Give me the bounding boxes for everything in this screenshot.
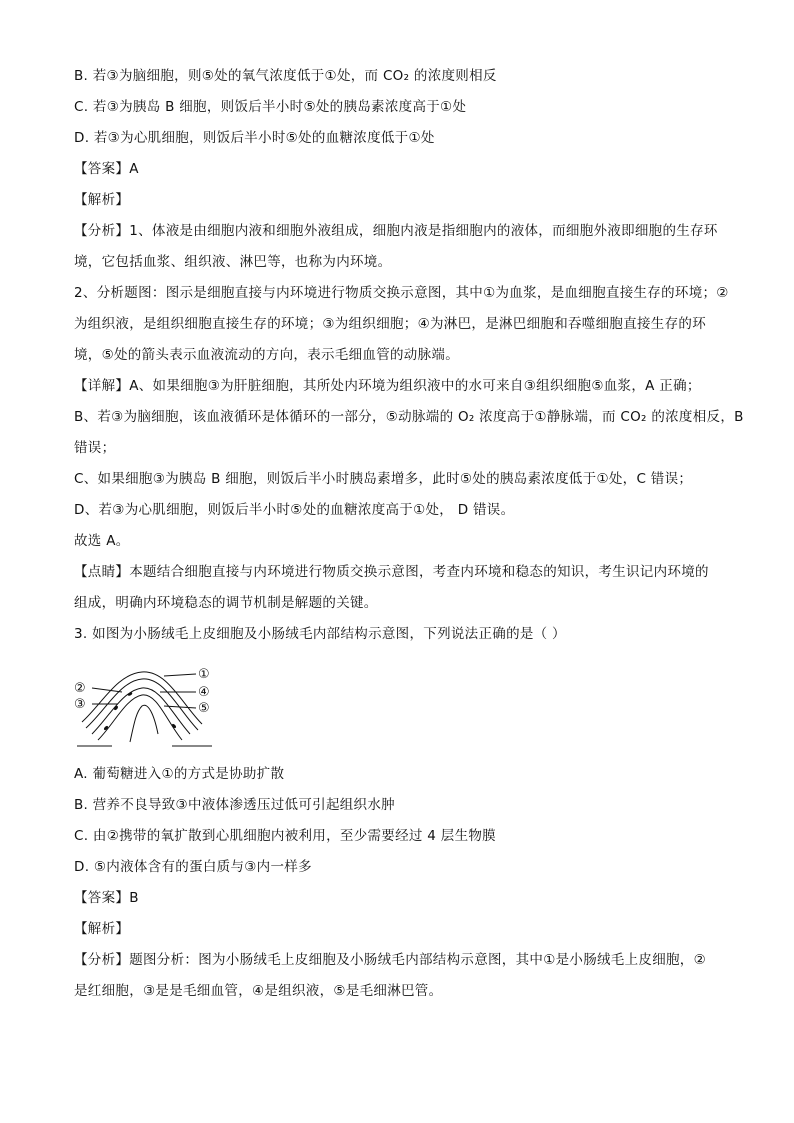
epithelium-outer-line: [82, 672, 202, 724]
q2-option-d: D. 若③为心肌细胞，则饭后半小时⑤处的血糖浓度低于①处: [74, 130, 435, 146]
q2-fenxi-line: 境，⑤处的箭头表示血液流动的方向，表示毛细血管的动脉端。: [74, 347, 460, 363]
q3-fenxi-line: 【分析】题图分析：图为小肠绒毛上皮细胞及小肠绒毛内部结构示意图，其中①是小肠绒毛上皮细胞，②: [74, 952, 707, 968]
q3-option-c: C. 由②携带的氧扩散到心肌细胞内被利用，至少需要经过 4 层生物膜: [74, 828, 496, 844]
leader-line-2: [92, 688, 122, 692]
q2-answer: 【答案】A: [74, 161, 139, 177]
q2-xiangjie-a: 【详解】A、如果细胞③为肝脏细胞，其所处内环境为组织液中的水可来自③组织细胞⑤血浆，A 正确；: [74, 378, 701, 394]
figure-label-5: ⑤: [198, 701, 210, 716]
q2-xiangjie-c: C、如果细胞③为胰岛 B 细胞，则饭后半小时胰岛素增多，此时⑤处的胰岛素浓度低于①处，C 错误；: [74, 471, 693, 487]
figure-label-3: ③: [74, 697, 86, 712]
q3-stem: 3. 如图为小肠绒毛上皮细胞及小肠绒毛内部结构示意图，下列说法正确的是（ ）: [74, 626, 566, 642]
q3-option-b: B. 营养不良导致③中液体渗透压过低可引起组织水肿: [74, 797, 395, 813]
lymph-vessel-line: [130, 705, 158, 742]
q2-dianjing-line: 组成，明确内环境稳态的调节机制是解题的关键。: [74, 595, 378, 611]
capillary-inner-line: [98, 695, 182, 740]
q2-fenxi-line: 2、分析题图：图示是细胞直接与内环境进行物质交换示意图，其中①为血浆，是血细胞直接生存的环境；②: [74, 285, 729, 301]
q2-xiangjie-b: B、若③为脑细胞，该血液循环是体循环的一部分，⑤动脉端的 O₂ 浓度高于①静脉端，而 CO₂ 的浓度相反，B: [74, 409, 744, 425]
q2-option-c: C. 若③为胰岛 B 细胞，则饭后半小时⑤处的胰岛素浓度高于①处: [74, 99, 467, 115]
figure-label-1: ①: [198, 667, 210, 682]
villus-diagram: [72, 664, 222, 750]
q3-option-a: A. 葡萄糖进入①的方式是协助扩散: [74, 766, 285, 782]
q2-conclusion: 故选 A。: [74, 533, 130, 549]
q2-fenxi-line: 【分析】1、体液是由细胞内液和细胞外液组成，细胞内液是指细胞内的液体，而细胞外液即细胞的生存环: [74, 223, 718, 239]
q2-xiangjie-b-cont: 错误；: [74, 440, 116, 456]
q2-fenxi-line: 为组织液，是组织细胞直接生存的环境；③为组织细胞；④为淋巴，是淋巴细胞和吞噬细胞直接生存的环: [74, 316, 707, 332]
q3-fenxi-line: 是红细胞，③是是毛细血管，④是组织液，⑤是毛细淋巴管。: [74, 983, 443, 999]
figure-label-4: ④: [198, 685, 210, 700]
q2-option-b: B. 若③为脑细胞，则⑤处的氧气浓度低于①处，而 CO₂ 的浓度则相反: [74, 68, 497, 84]
q3-option-d: D. ⑤内液体含有的蛋白质与③内一样多: [74, 859, 312, 875]
q2-xiangjie-d: D、若③为心肌细胞，则饭后半小时⑤处的血糖浓度高于①处， D 错误。: [74, 502, 515, 518]
q2-fenxi-line: 境，它包括血浆、组织液、淋巴等，也称为内环境。: [74, 254, 392, 270]
leader-line-1: [164, 674, 196, 676]
q3-analysis-heading: 【解析】: [74, 921, 130, 937]
q3-answer: 【答案】B: [74, 890, 139, 906]
q2-analysis-heading: 【解析】: [74, 192, 130, 208]
q2-dianjing-line: 【点睛】本题结合细胞直接与内环境进行物质交换示意图，考查内环境和稳态的知识，考生识记内环境的: [74, 564, 709, 580]
figure-label-2: ②: [74, 681, 86, 696]
